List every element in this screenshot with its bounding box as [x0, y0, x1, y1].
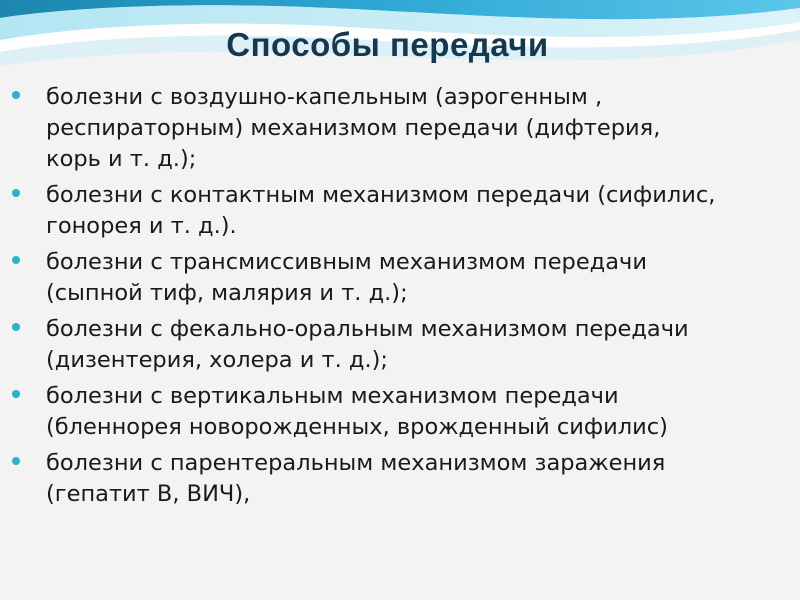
slide-title: Способы передачи [226, 26, 549, 63]
bullet-dot-icon [12, 390, 20, 398]
bullet-text: болезни с трансмиссивным механизмом передачи (сыпной тиф, малярия и т. д.); [46, 249, 647, 306]
bullet-list [12, 82, 792, 515]
list-item [12, 82, 792, 175]
bullet-dot-icon [12, 189, 20, 197]
bullet-dot-icon [12, 323, 20, 331]
bullet-dot-icon [12, 256, 20, 264]
list-item [12, 381, 792, 443]
bullet-dot-icon [12, 91, 20, 99]
bullet-text: болезни с воздушно-капельным (аэрогенным , респираторным) механизмом передачи (дифтерия, корь и т. д.); [46, 84, 661, 172]
bullet-text: болезни с вертикальным механизмом передачи (бленнорея новорожденных, врожденный сифилис) [46, 383, 668, 440]
list-item [12, 247, 792, 309]
bullet-dot-icon [12, 457, 20, 465]
list-item [12, 314, 792, 376]
list-item [12, 180, 792, 242]
bullet-text: болезни с фекально-оральным механизмом передачи (дизентерия, холера и т. д.); [46, 316, 689, 373]
list-item [12, 448, 792, 510]
bullet-text: болезни с контактным механизмом передачи (сифилис, гонорея и т. д.). [46, 182, 716, 239]
bullet-text: болезни с парентеральным механизмом заражения (гепатит В, ВИЧ), [46, 450, 666, 507]
